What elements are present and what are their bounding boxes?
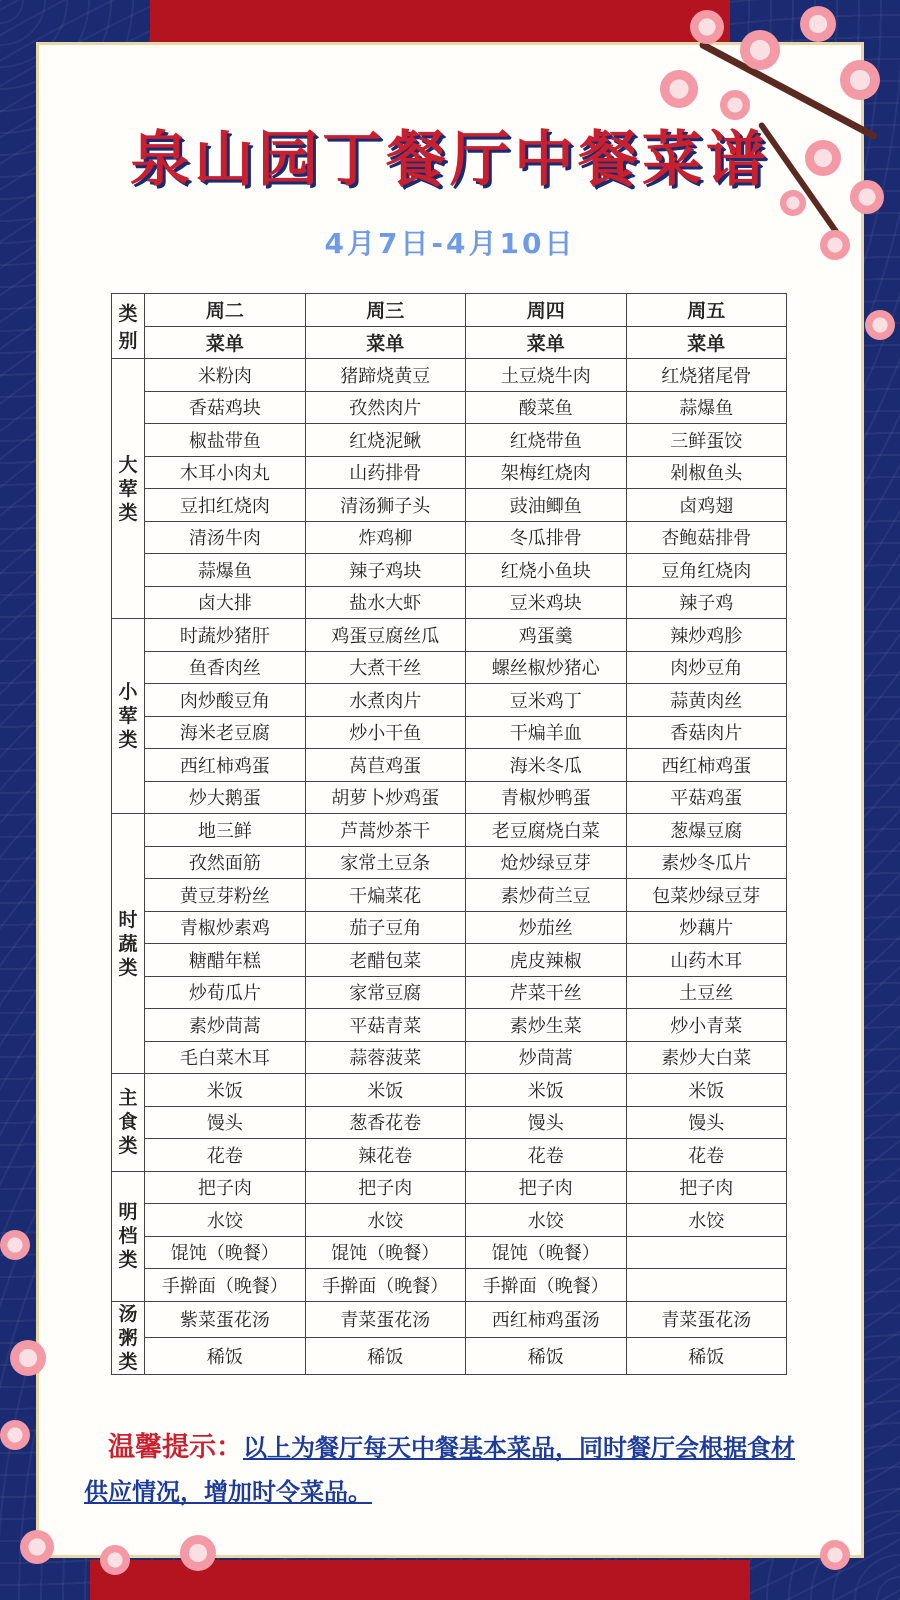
dish-cell: 水饺: [466, 1204, 626, 1237]
table-row: [112, 749, 787, 782]
dish-cell: 干煸羊血: [466, 716, 626, 749]
dish-cell: 红烧泥鳅: [305, 424, 465, 457]
dish-cell: 西红柿鸡蛋: [626, 749, 787, 782]
table-row: [112, 456, 787, 489]
dish-cell: 香菇肉片: [626, 716, 787, 749]
dish-cell: 馄饨（晚餐）: [466, 1236, 626, 1269]
dish-cell: [626, 1269, 787, 1302]
dish-cell: 毛白菜木耳: [145, 1041, 305, 1074]
dish-cell: 椒盐带鱼: [145, 424, 305, 457]
table-row: [112, 521, 787, 554]
dish-cell: 莴苣鸡蛋: [305, 749, 465, 782]
dish-cell: 馄饨（晚餐）: [145, 1236, 305, 1269]
dish-cell: 水饺: [626, 1204, 787, 1237]
dish-cell: 稀饭: [145, 1338, 305, 1375]
dish-cell: [626, 1236, 787, 1269]
table-row: [112, 911, 787, 944]
dish-cell: 把子肉: [145, 1171, 305, 1204]
dish-cell: 黄豆芽粉丝: [145, 879, 305, 912]
dish-cell: 稀饭: [305, 1338, 465, 1375]
dish-cell: 孜然面筋: [145, 846, 305, 879]
dish-cell: 豆角红烧肉: [626, 554, 787, 587]
table-row: [112, 1269, 787, 1302]
dish-cell: 螺丝椒炒猪心: [466, 651, 626, 684]
dish-cell: 平菇青菜: [305, 1009, 465, 1042]
table-row: [112, 1106, 787, 1139]
dish-cell: 蒜爆鱼: [626, 391, 787, 424]
dish-cell: 海米老豆腐: [145, 716, 305, 749]
dish-cell: 海米冬瓜: [466, 749, 626, 782]
dish-cell: 土豆烧牛肉: [466, 359, 626, 392]
dish-cell: 炒藕片: [626, 911, 787, 944]
dish-cell: 把子肉: [626, 1171, 787, 1204]
dish-cell: 酸菜鱼: [466, 391, 626, 424]
dish-cell: 辣花卷: [305, 1139, 465, 1172]
dish-cell: 青椒炒鸭蛋: [466, 781, 626, 814]
dish-cell: 西红柿鸡蛋: [145, 749, 305, 782]
dish-cell: 三鲜蛋饺: [626, 424, 787, 457]
dish-cell: 花卷: [466, 1139, 626, 1172]
dish-cell: 地三鲜: [145, 814, 305, 847]
dish-cell: 木耳小肉丸: [145, 456, 305, 489]
dish-cell: 盐水大虾: [305, 586, 465, 619]
dish-cell: 豆米鸡丁: [466, 684, 626, 717]
dish-cell: 茄子豆角: [305, 911, 465, 944]
dish-cell: 米饭: [466, 1074, 626, 1107]
table-row: [112, 781, 787, 814]
dish-cell: 卤大排: [145, 586, 305, 619]
table-row: [112, 944, 787, 977]
dish-cell: 红烧小鱼块: [466, 554, 626, 587]
dish-cell: 素炒冬瓜片: [626, 846, 787, 879]
category-cell: 小 荤 类: [112, 619, 145, 814]
dish-cell: 老醋包菜: [305, 944, 465, 977]
top-red-band: [150, 0, 730, 46]
table-row: [112, 586, 787, 619]
dish-cell: 杏鲍菇排骨: [626, 521, 787, 554]
dish-cell: 馒头: [145, 1106, 305, 1139]
table-row: [112, 1301, 787, 1338]
dish-cell: 把子肉: [466, 1171, 626, 1204]
dish-cell: 清汤牛肉: [145, 521, 305, 554]
dish-cell: 馄饨（晚餐）: [305, 1236, 465, 1269]
dish-cell: 辣子鸡块: [305, 554, 465, 587]
dish-cell: 包菜炒绿豆芽: [626, 879, 787, 912]
dish-cell: 葱爆豆腐: [626, 814, 787, 847]
dish-cell: 豆扣红烧肉: [145, 489, 305, 522]
dish-cell: 胡萝卜炒鸡蛋: [305, 781, 465, 814]
dish-cell: 米饭: [145, 1074, 305, 1107]
dish-cell: 花卷: [145, 1139, 305, 1172]
table-row: [112, 554, 787, 587]
dish-cell: 豉油鲫鱼: [466, 489, 626, 522]
dish-cell: 老豆腐烧白菜: [466, 814, 626, 847]
category-cell: 大 荤 类: [112, 359, 145, 619]
dish-cell: 炒茄丝: [466, 911, 626, 944]
dish-cell: 把子肉: [305, 1171, 465, 1204]
dish-cell: 素炒大白菜: [626, 1041, 787, 1074]
dish-cell: 时蔬炒猪肝: [145, 619, 305, 652]
tip-text: 以上为餐厅每天中餐基本菜品，同时餐厅会根据食材供应情况，增加时令菜品。: [84, 1433, 795, 1506]
dish-cell: 辣子鸡: [626, 586, 787, 619]
dish-cell: 蒜爆鱼: [145, 554, 305, 587]
day-header: 周二: [145, 294, 305, 327]
dish-cell: 炒大鹅蛋: [145, 781, 305, 814]
dish-cell: 炸鸡柳: [305, 521, 465, 554]
sub-header: 菜单: [626, 326, 787, 359]
day-header: 周三: [305, 294, 465, 327]
dish-cell: 卤鸡翅: [626, 489, 787, 522]
day-header: 周五: [626, 294, 787, 327]
dish-cell: 平菇鸡蛋: [626, 781, 787, 814]
dish-cell: 芹菜干丝: [466, 976, 626, 1009]
dish-cell: 葱香花卷: [305, 1106, 465, 1139]
table-row: [112, 879, 787, 912]
dish-cell: 肉炒豆角: [626, 651, 787, 684]
dish-cell: 鱼香肉丝: [145, 651, 305, 684]
dish-cell: 紫菜蛋花汤: [145, 1301, 305, 1338]
dish-cell: 土豆丝: [626, 976, 787, 1009]
day-header: 周四: [466, 294, 626, 327]
table-row: [112, 619, 787, 652]
dish-cell: 米饭: [626, 1074, 787, 1107]
dish-cell: 水煮肉片: [305, 684, 465, 717]
dish-cell: 米粉肉: [145, 359, 305, 392]
table-row: [112, 1009, 787, 1042]
dish-cell: 稀饭: [626, 1338, 787, 1375]
dish-cell: 素炒茼蒿: [145, 1009, 305, 1042]
dish-cell: 家常土豆条: [305, 846, 465, 879]
dish-cell: 米饭: [305, 1074, 465, 1107]
dish-cell: 馒头: [466, 1106, 626, 1139]
dish-cell: 剁椒鱼头: [626, 456, 787, 489]
dish-cell: 蒜黄肉丝: [626, 684, 787, 717]
dish-cell: 炝炒绿豆芽: [466, 846, 626, 879]
dish-cell: 炒小青菜: [626, 1009, 787, 1042]
dish-cell: 素炒生菜: [466, 1009, 626, 1042]
dish-cell: 豆米鸡块: [466, 586, 626, 619]
dish-cell: 花卷: [626, 1139, 787, 1172]
table-row: [112, 1171, 787, 1204]
menu-table: [111, 293, 787, 1375]
dish-cell: 青菜蛋花汤: [626, 1301, 787, 1338]
table-row: [112, 814, 787, 847]
dish-cell: 炒茼蒿: [466, 1041, 626, 1074]
dish-cell: 手擀面（晚餐）: [145, 1269, 305, 1302]
dish-cell: 干煸菜花: [305, 879, 465, 912]
table-row: [112, 846, 787, 879]
dish-cell: 孜然肉片: [305, 391, 465, 424]
corner-label: 类 别: [112, 294, 145, 359]
day-header-row: [112, 294, 787, 327]
sub-header-row: [112, 326, 787, 359]
table-row: [112, 1041, 787, 1074]
dish-cell: 手擀面（晚餐）: [466, 1269, 626, 1302]
dish-cell: 水饺: [305, 1204, 465, 1237]
dish-cell: 红烧猪尾骨: [626, 359, 787, 392]
dish-cell: 清汤狮子头: [305, 489, 465, 522]
table-row: [112, 1074, 787, 1107]
dish-cell: 红烧带鱼: [466, 424, 626, 457]
dish-cell: 炒小干鱼: [305, 716, 465, 749]
dish-cell: 山药木耳: [626, 944, 787, 977]
dish-cell: 稀饭: [466, 1338, 626, 1375]
dish-cell: 炒荀瓜片: [145, 976, 305, 1009]
menu-body: [112, 359, 787, 1375]
category-cell: 时 蔬 类: [112, 814, 145, 1074]
dish-cell: 蒜蓉菠菜: [305, 1041, 465, 1074]
dish-cell: 鸡蛋豆腐丝瓜: [305, 619, 465, 652]
warm-tip: [84, 1426, 804, 1514]
date-range: 4月7日-4月10日: [324, 227, 576, 260]
category-cell: 汤 粥 类: [112, 1301, 145, 1374]
dish-cell: 水饺: [145, 1204, 305, 1237]
dish-cell: 青椒炒素鸡: [145, 911, 305, 944]
tip-label: 温馨提示：: [108, 1432, 243, 1463]
table-row: [112, 424, 787, 457]
dish-cell: 素炒荷兰豆: [466, 879, 626, 912]
dish-cell: 架梅红烧肉: [466, 456, 626, 489]
dish-cell: 肉炒酸豆角: [145, 684, 305, 717]
dish-cell: 芦蒿炒茶干: [305, 814, 465, 847]
table-row: [112, 651, 787, 684]
dish-cell: 山药排骨: [305, 456, 465, 489]
sub-header: 菜单: [466, 326, 626, 359]
table-row: [112, 976, 787, 1009]
table-row: [112, 359, 787, 392]
dish-cell: 家常豆腐: [305, 976, 465, 1009]
sub-header: 菜单: [145, 326, 305, 359]
table-row: [112, 489, 787, 522]
table-row: [112, 391, 787, 424]
dish-cell: 大煮干丝: [305, 651, 465, 684]
category-cell: 主 食 类: [112, 1074, 145, 1172]
dish-cell: 西红柿鸡蛋汤: [466, 1301, 626, 1338]
table-row: [112, 1338, 787, 1375]
dish-cell: 猪蹄烧黄豆: [305, 359, 465, 392]
dish-cell: 香菇鸡块: [145, 391, 305, 424]
dish-cell: 青菜蛋花汤: [305, 1301, 465, 1338]
page-title: 泉山园丁餐厅中餐菜谱: [130, 125, 770, 195]
dish-cell: 冬瓜排骨: [466, 521, 626, 554]
dish-cell: 糖醋年糕: [145, 944, 305, 977]
table-row: [112, 1236, 787, 1269]
table-row: [112, 1204, 787, 1237]
dish-cell: 鸡蛋羹: [466, 619, 626, 652]
dish-cell: 馒头: [626, 1106, 787, 1139]
table-row: [112, 684, 787, 717]
dish-cell: 辣炒鸡胗: [626, 619, 787, 652]
category-cell: 明 档 类: [112, 1171, 145, 1301]
dish-cell: 虎皮辣椒: [466, 944, 626, 977]
table-row: [112, 1139, 787, 1172]
sub-header: 菜单: [305, 326, 465, 359]
dish-cell: 手擀面（晚餐）: [305, 1269, 465, 1302]
table-row: [112, 716, 787, 749]
